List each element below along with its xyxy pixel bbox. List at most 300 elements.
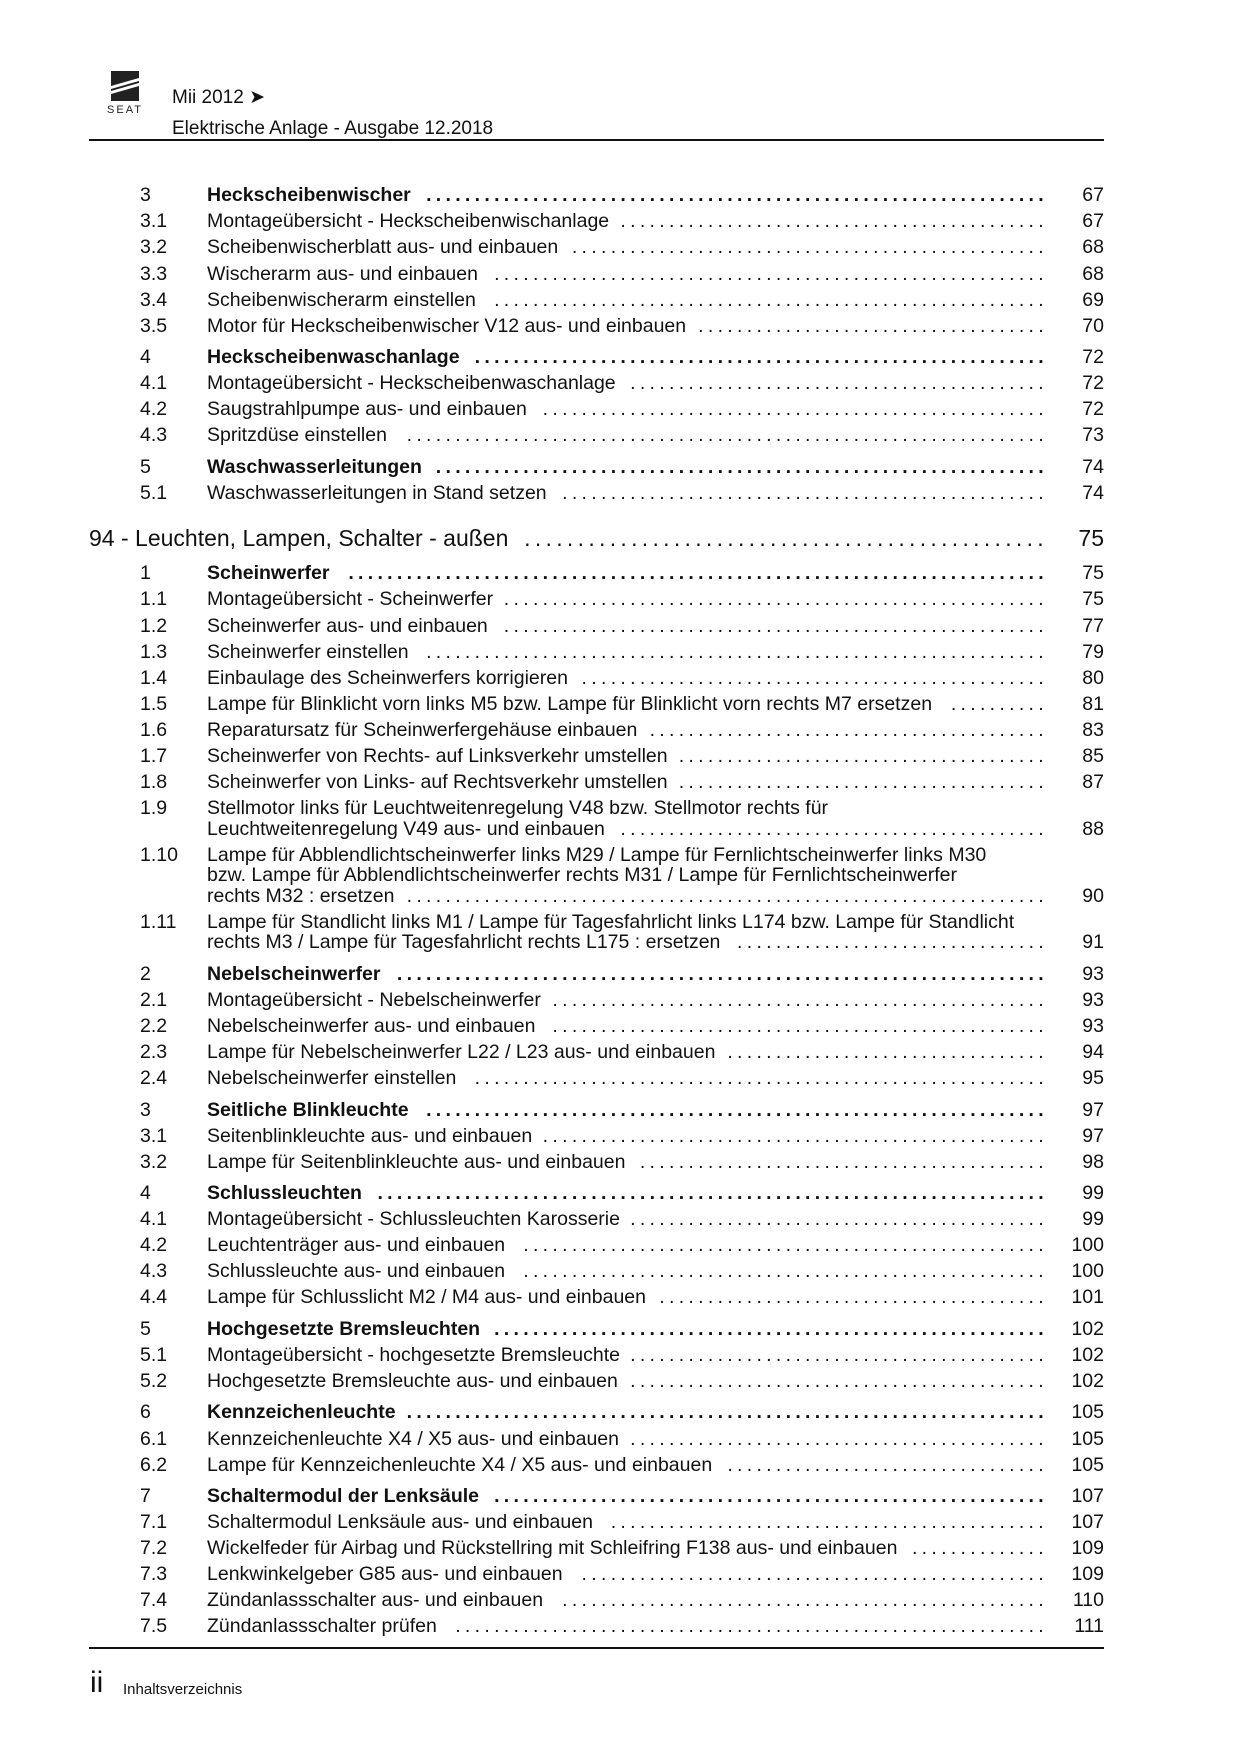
toc-section[interactable]	[89, 1486, 1104, 1512]
toc-entry-last-line	[207, 746, 1104, 767]
toc-entry-last-line	[207, 772, 1104, 793]
toc-entry-last-line	[207, 237, 1104, 258]
toc-entry-page: 79	[1082, 640, 1104, 663]
toc-entry-page: 91	[1082, 931, 1104, 954]
toc-entry-title	[207, 668, 1104, 689]
toc-entry-number: 3.1	[140, 1124, 168, 1147]
toc-entry-title-line: Schaltermodul der Lenksäule	[207, 1485, 480, 1507]
seat-logo	[104, 70, 146, 116]
dot-leader: ...............................................................	[435, 455, 1048, 478]
dot-leader: ......................................................	[523, 1234, 1048, 1257]
toc-entry[interactable]	[89, 1455, 1104, 1481]
toc-entry[interactable]	[89, 1042, 1104, 1068]
toc-section[interactable]	[89, 1100, 1104, 1126]
toc-entry-title-line: Heckscheibenwischer	[207, 184, 411, 207]
toc-entry-title-line: rechts M3 / Lampe für Tagesfahrlicht rechts L175 : ersetzen	[207, 931, 721, 954]
toc-entry-number: 2.2	[140, 1014, 168, 1037]
toc-entry-title	[89, 525, 1104, 551]
toc-entry-title-line: rechts M32 : ersetzen	[207, 884, 395, 907]
toc-entry-last-line	[207, 1486, 1104, 1507]
toc-entry-number: 1.11	[140, 910, 177, 933]
toc-entry-last-line	[207, 990, 1104, 1011]
toc-entry-title	[207, 290, 1104, 311]
toc-entry-last-line	[207, 1068, 1104, 1089]
dot-leader: ..................................................	[562, 481, 1048, 504]
dot-leader: ...................................................	[552, 1014, 1048, 1037]
dot-leader: ...........................................	[630, 1208, 1048, 1231]
toc-entry-last-line	[207, 668, 1104, 689]
toc-entry-title-line: Wischerarm aus- und einbauen	[207, 262, 478, 285]
toc-entry-last-line	[207, 399, 1104, 420]
toc-entry-last-line	[207, 1235, 1104, 1256]
toc-entry-number: 3.4	[140, 288, 168, 311]
toc-entry-number: 3.5	[140, 314, 168, 337]
toc-entry-number: 5.1	[140, 1343, 168, 1366]
toc-entry-title	[207, 1068, 1104, 1089]
toc-entry[interactable]	[89, 1512, 1104, 1538]
toc-entry-page: 72	[1082, 372, 1104, 395]
toc-section[interactable]	[89, 1402, 1104, 1428]
dot-leader: ..............	[911, 1537, 1048, 1560]
toc-entry-last-line	[207, 373, 1104, 394]
toc-entry-page: 93	[1082, 988, 1104, 1011]
toc-entry-title-line: Montageübersicht - hochgesetzte Bremsleuchte	[207, 1343, 620, 1366]
toc-entry-title-line: Nebelscheinwerfer	[207, 962, 381, 985]
toc-entry-number: 4	[140, 1182, 151, 1205]
toc-entry-title	[207, 1455, 1104, 1476]
toc-entry[interactable]	[89, 746, 1104, 772]
dot-leader: .........................................................	[494, 262, 1048, 285]
toc-entry-page: 75	[1082, 588, 1104, 611]
toc-entry-title-line: Zündanlassschalter aus- und einbauen	[207, 1589, 544, 1612]
toc-chapter[interactable]	[89, 525, 1104, 558]
toc-entry[interactable]	[89, 483, 1104, 509]
dot-leader: ............................................	[620, 817, 1048, 840]
toc-entry-title-line: Nebelscheinwerfer aus- und einbauen	[207, 1014, 536, 1037]
toc-entry-title	[207, 483, 1104, 504]
toc-entry-title-line: Wickelfeder für Airbag und Rückstellring mit Schleifring F138 aus- und einbauen	[207, 1537, 898, 1560]
toc-entry-last-line	[207, 1345, 1104, 1366]
toc-entry-last-line	[207, 720, 1104, 741]
toc-section[interactable]	[89, 457, 1104, 483]
toc-entry-title	[207, 694, 1104, 715]
toc-entry[interactable]	[89, 798, 1104, 845]
logo-text: SEAT	[107, 104, 143, 116]
toc-entry-last-line	[207, 1590, 1104, 1611]
toc-section[interactable]	[89, 347, 1104, 373]
toc-entry-page: 101	[1071, 1286, 1104, 1309]
toc-entry-title	[207, 563, 1104, 584]
dot-leader: ................................................	[581, 666, 1048, 689]
toc-section[interactable]	[89, 1319, 1104, 1345]
toc-entry-title-line: Hochgesetzte Bremsleuchten	[207, 1317, 481, 1340]
dot-leader: ..........................................	[639, 1150, 1048, 1173]
toc-entry-number: 2	[140, 962, 151, 985]
toc-entry-page: 80	[1082, 666, 1104, 689]
model-title: Mii 2012 ➤	[172, 87, 266, 108]
toc-entry-title	[207, 1152, 1104, 1173]
toc-entry-number: 1.3	[140, 640, 168, 663]
toc-entry[interactable]	[89, 237, 1104, 263]
toc-entry-last-line	[207, 819, 1104, 840]
toc-entry-page: 99	[1082, 1208, 1104, 1231]
toc-entry-title-line: Montageübersicht - Schlussleuchten Karosserie	[207, 1208, 620, 1231]
toc-entry-title-line: Montageübersicht - Heckscheibenwischanlage	[207, 210, 610, 233]
toc-entry-title	[207, 1209, 1104, 1230]
toc-entry-title	[207, 1429, 1104, 1450]
document-subtitle: Elektrische Anlage - Ausgabe 12.2018	[172, 118, 494, 139]
dot-leader: ................................	[737, 931, 1048, 954]
toc-entry[interactable]	[89, 694, 1104, 720]
toc-entry-number: 7	[140, 1485, 151, 1507]
toc-entry[interactable]	[89, 211, 1104, 237]
dot-leader: .................................	[727, 1041, 1048, 1064]
toc-entry-page: 99	[1082, 1182, 1104, 1205]
toc-entry-title-line: Montageübersicht - Heckscheibenwaschanlage	[207, 372, 616, 395]
toc-entry-title	[207, 399, 1104, 420]
toc-section[interactable]	[89, 563, 1104, 589]
toc-entry-number: 4.4	[140, 1286, 168, 1309]
toc-entry-title-line: Reparatursatz für Scheinwerfergehäuse einbauen	[207, 718, 638, 741]
toc-entry[interactable]	[89, 912, 1104, 959]
toc-entry-page: 94	[1082, 1041, 1104, 1064]
toc-entry-number: 4.3	[140, 424, 168, 447]
toc-entry-last-line	[207, 1455, 1104, 1476]
toc-entry-page: 111	[1074, 1615, 1104, 1638]
toc-entry[interactable]	[89, 1371, 1104, 1397]
dot-leader: ....................................................	[542, 398, 1048, 421]
toc-entry-title	[207, 347, 1104, 368]
toc-entry[interactable]	[89, 373, 1104, 399]
toc-entry-page: 102	[1071, 1370, 1104, 1393]
dot-leader: .........................................................	[494, 288, 1048, 311]
toc-section[interactable]	[89, 185, 1104, 211]
toc-entry-page: 74	[1082, 481, 1104, 504]
dot-leader: ......................................	[678, 771, 1048, 794]
toc-entry-page: 105	[1071, 1453, 1104, 1476]
toc-entry-last-line	[207, 694, 1104, 715]
toc-entry-title	[207, 211, 1104, 232]
toc-entry[interactable]	[89, 1235, 1104, 1261]
toc-section[interactable]	[89, 964, 1104, 990]
toc-entry-number: 3	[140, 184, 151, 207]
dot-leader: .............................................	[610, 1511, 1048, 1534]
toc-entry[interactable]	[89, 772, 1104, 798]
toc-entry-page: 97	[1082, 1124, 1104, 1147]
dot-leader: ..................................................................	[406, 884, 1048, 907]
toc-entry-title	[207, 185, 1104, 206]
dot-leader: .........................................	[649, 718, 1048, 741]
toc-entry-last-line	[207, 1100, 1104, 1121]
toc-entry-title	[207, 642, 1104, 663]
toc-entry-last-line	[207, 616, 1104, 637]
dot-leader: .............................................................	[455, 1615, 1048, 1638]
toc-entry-page: 100	[1071, 1234, 1104, 1257]
toc-entry[interactable]	[89, 589, 1104, 615]
toc-entry-last-line	[207, 264, 1104, 285]
toc-entry-page: 85	[1082, 744, 1104, 767]
toc-entry-title	[207, 237, 1104, 258]
toc-entry-last-line	[207, 1616, 1104, 1637]
toc-entry-number: 6	[140, 1401, 151, 1424]
toc-entry[interactable]	[89, 642, 1104, 668]
toc-entry[interactable]	[89, 264, 1104, 290]
toc-entry-title-line: Kennzeichenleuchte X4 / X5 aus- und einbauen	[207, 1427, 619, 1450]
toc-entry[interactable]	[89, 1287, 1104, 1313]
toc-entry-last-line	[207, 316, 1104, 337]
toc-entry-last-line	[207, 1319, 1104, 1340]
toc-entry-number: 5.1	[140, 481, 168, 504]
toc-entry-number: 4.1	[140, 372, 168, 395]
toc-entry-last-line	[207, 932, 1104, 953]
toc-entry-title-line: Montageübersicht - Nebelscheinwerfer	[207, 988, 541, 1011]
toc-entry-last-line	[207, 886, 1104, 907]
toc-entry-title-line: Leuchtweitenregelung V49 aus- und einbauen	[207, 817, 605, 840]
toc-entry-page: 73	[1082, 424, 1104, 447]
dot-leader: ................................................................	[426, 184, 1048, 207]
toc-entry-title-line: Scheinwerfer von Rechts- auf Linksverkehr umstellen	[207, 744, 668, 767]
toc-entry[interactable]	[89, 1616, 1104, 1642]
toc-entry-number: 3.3	[140, 262, 168, 285]
toc-entry-page: 67	[1082, 210, 1104, 233]
dot-leader: ..................................................	[562, 1589, 1048, 1612]
toc-entry-number: 3.2	[140, 236, 168, 259]
toc-entry[interactable]	[89, 1261, 1104, 1287]
toc-entry-title-line: Stellmotor links für Leuchtweitenregelung V48 bzw. Stellmotor rechts für	[207, 797, 829, 820]
toc-entry-last-line	[89, 525, 1104, 551]
toc-entry-title	[207, 720, 1104, 741]
toc-entry-title	[207, 616, 1104, 637]
dot-leader: ...................................................	[552, 988, 1048, 1011]
toc-entry-title	[207, 1590, 1104, 1611]
toc-entry-title	[207, 1616, 1104, 1637]
toc-entry-title-line: Lampe für Seitenblinkleuchte aus- und einbauen	[207, 1150, 626, 1173]
dot-leader: ......................................	[678, 744, 1048, 767]
toc-entry-page: 102	[1071, 1317, 1104, 1340]
toc-entry-number: 1.7	[140, 744, 168, 767]
toc-entry-title	[207, 1235, 1104, 1256]
dot-leader: ...........................................	[630, 1370, 1048, 1393]
toc-entry-title-line: 94 - Leuchten, Lampen, Schalter - außen	[89, 525, 509, 552]
toc-entry-title-line: Lampe für Kennzeichenleuchte X4 / X5 aus- und einbauen	[207, 1453, 713, 1476]
toc-entry-last-line	[207, 1429, 1104, 1450]
toc-entry[interactable]	[89, 1345, 1104, 1371]
toc-entry-page: 81	[1082, 692, 1104, 715]
toc-entry-page: 67	[1082, 184, 1104, 207]
toc-entry-number: 5	[140, 1317, 151, 1340]
dot-leader: ..................................................................	[406, 1401, 1048, 1424]
toc-entry-title-line: Scheinwerfer	[207, 562, 330, 585]
toc-entry-page: 72	[1082, 398, 1104, 421]
toc-entry-title-line: Montageübersicht - Scheinwerfer	[207, 588, 494, 611]
toc-entry-title	[207, 845, 1104, 907]
toc-entry-title-line: Scheinwerfer aus- und einbauen	[207, 614, 488, 637]
toc-entry-title	[207, 1261, 1104, 1282]
toc-entry-title	[207, 1402, 1104, 1423]
dot-leader: .................................	[727, 1453, 1048, 1476]
toc-entry[interactable]	[89, 1068, 1104, 1094]
toc-entry-title-line: bzw. Lampe für Abblendlichtscheinwerfer rechts M31 / Lampe für Fernlichtscheinwerfer	[207, 864, 958, 887]
toc-entry-page: 72	[1082, 346, 1104, 369]
dot-leader: ........................................................	[503, 588, 1048, 611]
toc-entry-title	[207, 589, 1104, 610]
toc-entry-number: 4.2	[140, 398, 168, 421]
dot-leader: ...........................................................	[474, 1067, 1048, 1090]
dot-leader: ........................................	[659, 1286, 1048, 1309]
toc-entry-page: 87	[1082, 771, 1104, 794]
dot-leader: ................................................................	[426, 640, 1048, 663]
toc-entry-title	[207, 373, 1104, 394]
toc-entry-page: 75	[1082, 562, 1104, 585]
toc-entry-last-line	[207, 589, 1104, 610]
toc-entry-page: 75	[1078, 525, 1104, 552]
toc-entry[interactable]	[89, 316, 1104, 342]
toc-entry-page: 69	[1082, 288, 1104, 311]
toc-entry-last-line	[207, 642, 1104, 663]
toc-entry-number: 1.6	[140, 718, 168, 741]
toc-entry-title	[207, 772, 1104, 793]
toc-entry[interactable]	[89, 616, 1104, 642]
toc-entry-last-line	[207, 185, 1104, 206]
toc-entry[interactable]	[89, 1209, 1104, 1235]
dot-leader: ......................................................	[523, 1260, 1048, 1283]
toc-entry-title-line: Seitenblinkleuchte aus- und einbauen	[207, 1124, 533, 1147]
toc-entry[interactable]	[89, 1016, 1104, 1042]
toc-entry-page: 93	[1082, 1014, 1104, 1037]
toc-entry-title-line: Motor für Heckscheibenwischer V12 aus- und einbauen	[207, 314, 687, 337]
toc-entry[interactable]	[89, 720, 1104, 746]
toc-entry[interactable]	[89, 1590, 1104, 1616]
footer-divider	[89, 1647, 1104, 1649]
toc-entry[interactable]	[89, 845, 1104, 912]
toc-entry[interactable]	[89, 1564, 1104, 1590]
toc-entry-title-line: Waschwasserleitungen in Stand setzen	[207, 481, 547, 504]
toc-entry-title-line: Waschwasserleitungen	[207, 455, 422, 478]
toc-entry-title-line: Nebelscheinwerfer einstellen	[207, 1067, 457, 1090]
toc-entry-last-line	[207, 1402, 1104, 1423]
toc-entry-last-line	[207, 1564, 1104, 1585]
toc-entry-last-line	[207, 1371, 1104, 1392]
toc-entry-page: 83	[1082, 718, 1104, 741]
toc-entry-last-line	[207, 1042, 1104, 1063]
dot-leader: .................................................	[571, 236, 1048, 259]
toc-entry-title-line: Schlussleuchte aus- und einbauen	[207, 1260, 506, 1283]
toc-section[interactable]	[89, 1183, 1104, 1209]
toc-entry-title-line: Lampe für Schlusslicht M2 / M4 aus- und einbauen	[207, 1286, 646, 1309]
toc-entry-title	[207, 1345, 1104, 1366]
toc-entry[interactable]	[89, 1538, 1104, 1564]
toc-entry-title-line: Scheinwerfer einstellen	[207, 640, 409, 663]
toc-entry-title-line: Hochgesetzte Bremsleuchte aus- und einbauen	[207, 1370, 618, 1393]
toc-entry-last-line	[207, 211, 1104, 232]
toc-entry[interactable]	[89, 290, 1104, 316]
dot-leader: .....................................................................	[377, 1182, 1048, 1205]
dot-leader: ........................................................................	[348, 562, 1048, 585]
toc-entry-title	[207, 1564, 1104, 1585]
header-divider	[89, 139, 1104, 141]
toc-entry-last-line	[207, 1183, 1104, 1204]
dot-leader: ...........................................	[630, 1343, 1048, 1366]
toc-entry-last-line	[207, 290, 1104, 311]
toc-entry-number: 1.1	[140, 588, 168, 611]
toc-entry-title	[207, 912, 1104, 953]
table-of-contents	[89, 180, 1104, 1643]
toc-entry-title-line: Seitliche Blinkleuchte	[207, 1098, 409, 1121]
toc-entry-number: 3.1	[140, 210, 168, 233]
toc-entry-last-line	[207, 1016, 1104, 1037]
toc-entry-title-line: Spritzdüse einstellen	[207, 424, 387, 447]
toc-entry-title	[207, 1287, 1104, 1308]
toc-entry[interactable]	[89, 668, 1104, 694]
toc-entry-title	[207, 457, 1104, 478]
toc-entry-title-line: Einbaulage des Scheinwerfers korrigieren	[207, 666, 568, 689]
toc-entry-number: 1	[140, 562, 151, 585]
dot-leader: ...................................................................	[396, 962, 1048, 985]
dot-leader: .........................................................	[494, 1317, 1048, 1340]
toc-entry-title-line: Lampe für Abblendlichtscheinwerfer links M29 / Lampe für Fernlichtscheinwerfer links M30	[207, 843, 987, 866]
toc-entry[interactable]	[89, 1126, 1104, 1152]
toc-entry-page: 97	[1082, 1098, 1104, 1121]
toc-entry-title-line: Leuchtenträger aus- und einbauen	[207, 1234, 506, 1257]
toc-entry-title-line: Scheinwerfer von Links- auf Rechtsverkehr umstellen	[207, 771, 668, 794]
toc-entry-title	[207, 1319, 1104, 1340]
dot-leader: ...........................................	[630, 372, 1048, 395]
toc-entry[interactable]	[89, 399, 1104, 425]
toc-entry-number: 2.1	[140, 988, 168, 1011]
toc-entry-page: 90	[1082, 884, 1104, 907]
toc-entry-last-line	[207, 1152, 1104, 1173]
page-number: ii	[90, 1666, 104, 1699]
toc-entry-number: 6.2	[140, 1453, 168, 1476]
toc-entry-title	[207, 1100, 1104, 1121]
toc-entry-page: 105	[1071, 1401, 1104, 1424]
toc-entry-number: 1.2	[140, 614, 168, 637]
toc-entry-title-line: Kennzeichenleuchte	[207, 1401, 396, 1424]
toc-entry[interactable]	[89, 990, 1104, 1016]
toc-entry-page: 105	[1071, 1427, 1104, 1450]
toc-entry-page: 107	[1071, 1485, 1104, 1507]
toc-entry-title-line: Lampe für Blinklicht vorn links M5 bzw. Lampe für Blinklicht vorn rechts M7 ersetzen	[207, 692, 933, 715]
toc-entry-title	[207, 990, 1104, 1011]
toc-entry-last-line	[207, 1287, 1104, 1308]
toc-entry-page: 109	[1071, 1563, 1104, 1586]
toc-entry-number: 4.2	[140, 1234, 168, 1257]
toc-entry-title-line: Zündanlassschalter prüfen	[207, 1615, 437, 1638]
toc-entry-page: 110	[1072, 1589, 1104, 1612]
toc-entry[interactable]	[89, 425, 1104, 451]
toc-entry-number: 1.5	[140, 692, 168, 715]
toc-entry-title	[207, 1371, 1104, 1392]
toc-entry-number: 6.1	[140, 1427, 168, 1450]
toc-entry[interactable]	[89, 1429, 1104, 1455]
dot-leader: ................................................	[581, 1563, 1048, 1586]
toc-entry-title-line: Lenkwinkelgeber G85 aus- und einbauen	[207, 1563, 563, 1586]
toc-entry-last-line	[207, 1261, 1104, 1282]
toc-entry-number: 1.8	[140, 771, 168, 794]
toc-entry-title	[207, 964, 1104, 985]
toc-entry[interactable]	[89, 1152, 1104, 1178]
toc-entry-number: 5.2	[140, 1370, 168, 1393]
toc-entry-title-line: Schaltermodul Lenksäule aus- und einbauen	[207, 1511, 593, 1534]
toc-entry-page: 102	[1071, 1343, 1104, 1366]
toc-entry-last-line	[207, 425, 1104, 446]
toc-entry-page: 107	[1071, 1511, 1104, 1534]
dot-leader: ...........................................	[630, 1427, 1048, 1450]
toc-entry-title	[207, 1538, 1104, 1559]
dot-leader: ....................................	[698, 314, 1048, 337]
dot-leader: ............................................	[620, 210, 1048, 233]
toc-entry-number: 7.1	[140, 1511, 168, 1534]
